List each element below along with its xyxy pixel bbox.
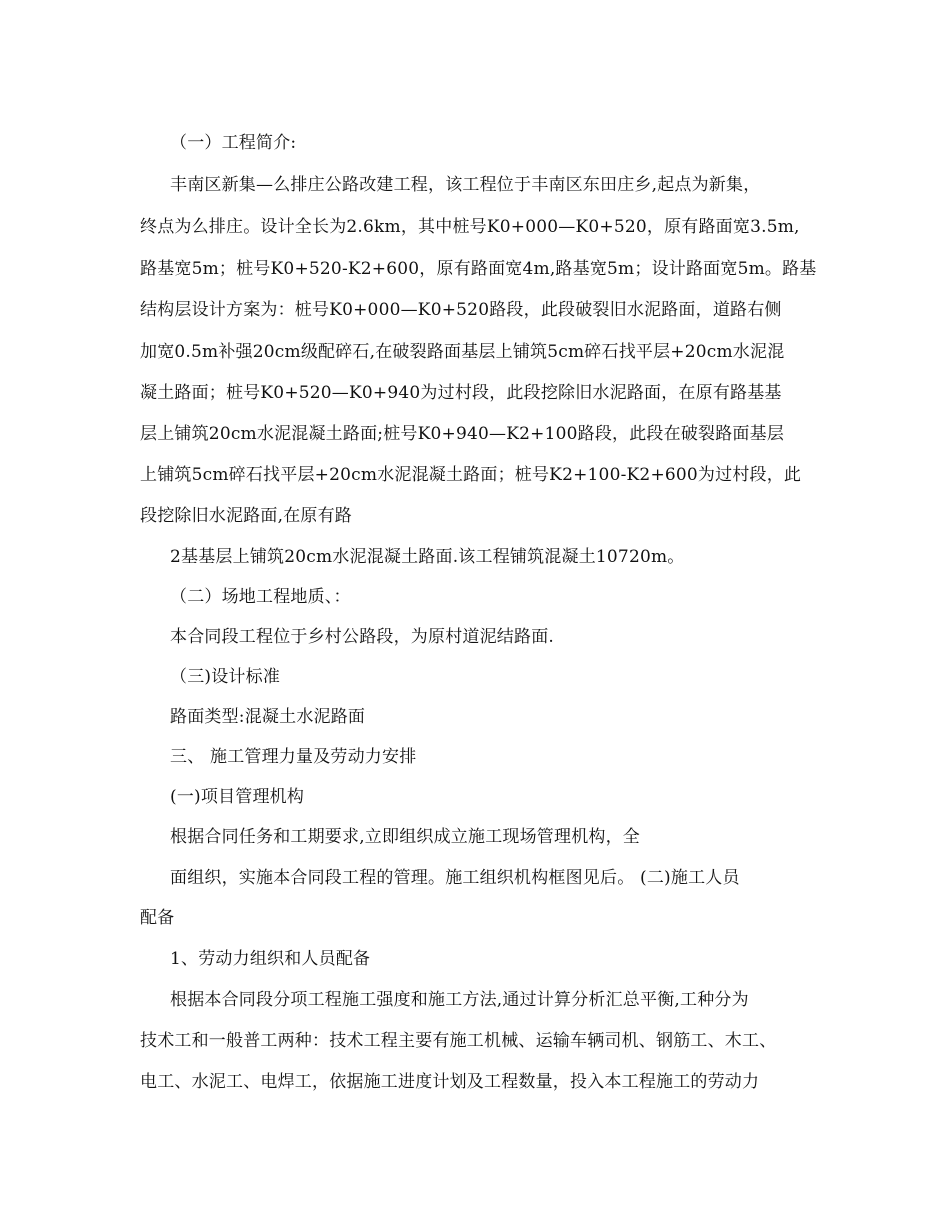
paragraph-line: 终点为么排庄。设计全长为2.6km，其中桩号K0+000—K0+520，原有路面宽3.5m,	[140, 217, 800, 237]
paragraph-line: 上铺筑5cm碎石找平层+20cm水泥混凝土路面；桩号K2+100-K2+600为过村段，此	[140, 465, 802, 485]
paragraph-line: 2基基层上铺筑20cm水泥混凝土路面.该工程铺筑混凝土10720m。	[170, 547, 685, 567]
section-heading-project-intro: （一）工程简介:	[170, 133, 297, 153]
section-heading-labor: 1、劳动力组织和人员配备	[170, 949, 371, 969]
paragraph-line: 层上铺筑20cm水泥混凝土路面;桩号K0+940—K2+100路段，此段在破裂路面基层	[140, 424, 785, 444]
paragraph-line: 根据合同任务和工期要求,立即组织成立施工现场管理机构，全	[170, 827, 641, 847]
paragraph-line: 路面类型:混凝土水泥路面	[170, 707, 366, 727]
paragraph-line: 结构层设计方案为：桩号K0+000—K0+520路段，此段破裂旧水泥路面，道路右侧	[140, 300, 782, 320]
paragraph-line: 加宽0.5m补强20cm级配碎石,在破裂路面基层上铺筑5cm碎石找平层+20cm水泥混	[140, 342, 785, 362]
paragraph-line: 技术工和一般普工两种：技术工程主要有施工机械、运输车辆司机、钢筋工、木工、	[140, 1031, 777, 1051]
paragraph-line: 丰南区新集—么排庄公路改建工程，该工程位于丰南区东田庄乡,起点为新集，	[170, 175, 761, 195]
paragraph-line: 电工、水泥工、电焊工，依据施工进度计划及工程数量，投入本工程施工的劳动力	[140, 1072, 760, 1092]
paragraph-line: 段挖除旧水泥路面,在原有路	[140, 506, 353, 526]
section-heading-design-standard: （三)设计标准	[170, 667, 281, 687]
section-heading-management: 三、 施工管理力量及劳动力安排	[170, 747, 417, 767]
paragraph-line: 面组织，实施本合同段工程的管理。施工组织机构框图见后。 (二)施工人员	[170, 868, 740, 888]
paragraph-line: 根据本合同段分项工程施工强度和施工方法,通过计算分析汇总平衡,工种分为	[170, 990, 749, 1010]
paragraph-line: 配备	[140, 908, 175, 928]
paragraph-line: 路基宽5m；桩号K0+520-K2+600，原有路面宽4m,路基宽5m；设计路面宽5m。路基	[140, 259, 817, 279]
paragraph-line: 凝土路面；桩号K0+520—K0+940为过村段，此段挖除旧水泥路面，在原有路基基	[140, 383, 782, 403]
section-heading-project-org: (一)项目管理机构	[170, 787, 305, 807]
section-heading-site-geology: （二）场地工程地质、：	[170, 587, 351, 607]
paragraph-line: 本合同段工程位于乡村公路段，为原村道泥结路面.	[170, 627, 555, 647]
